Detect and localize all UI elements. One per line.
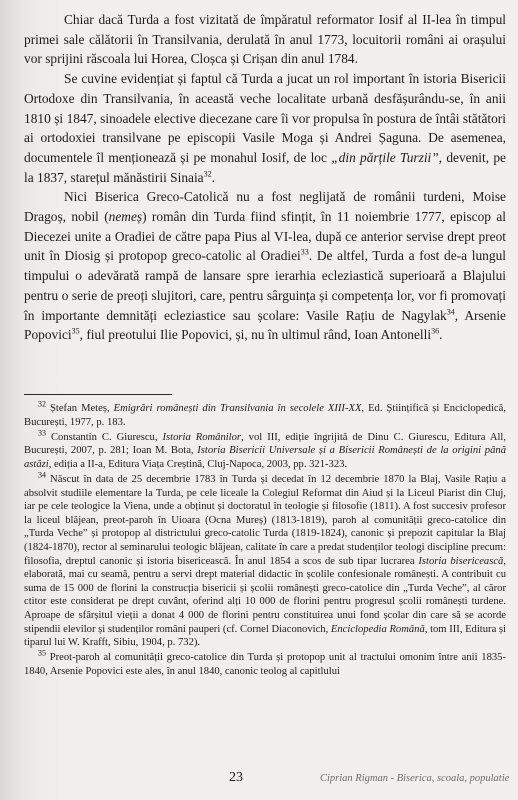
footnote-32	[24, 399, 506, 429]
running-title: Ciprian Rigman - Biserica, scoala, populatie	[320, 773, 510, 784]
main-text	[24, 10, 506, 345]
footnote-35	[24, 648, 506, 678]
paragraph-3-text-cont: ) român din Turda fiind sfințit, în 11 noiembrie 1777, episcop al Diecezei unite a Oradiei de către papa Pius al VI-lea, după ce anterior servise drept preot unit în Diosig și protopop greco-catolic al Oradiei	[24, 209, 506, 264]
footnote-text-cont: , vol III, ediție îngrijită de Dinu C. Giurescu, Editura All, București, 2007, p. 281; Ioan M. Bota,	[24, 431, 506, 457]
paragraph-2	[24, 69, 506, 187]
footnote-number: 34	[38, 470, 46, 480]
paragraph-3	[24, 187, 506, 345]
footnote-title: Emigrări românești din Transilvania în secolele XIII-XX	[113, 403, 362, 414]
footnote-number: 35	[38, 648, 46, 658]
footnote-text-end: , tom III, Editura și tiparul lui W. Krafft, Sibiu, 1904, p. 732).	[24, 623, 506, 649]
footnote-33	[24, 428, 506, 472]
paragraph-2-text-cont: , devenit, pe la 1837, starețul mănăstirii Sinaia	[24, 149, 506, 185]
footnote-title-2: Istoria Bisericii Universale și a Bisericii Românești de la origini până astăzi	[24, 445, 506, 470]
paragraph-3-text-cont-2: . De altfel, Turda a fost de-a lungul timpului o adevărată rampă de lansare spre ierarhia ecleziastică superioară a Blajului pentru o serie de preoți slujitori, care, pentru sârguința și competența lor, vor fi promovați în importante demnități ecleziastice sau școlare: Vasile Rațiu de Nagylak	[24, 248, 506, 323]
footnote-text: Ștefan Meteș,	[46, 403, 114, 414]
paragraph-3-end: .	[439, 327, 443, 343]
footnote-title: Istoria bisericească	[418, 555, 504, 567]
footnote-ref-34[interactable]: 34	[446, 307, 455, 317]
footnote-ref-33[interactable]: 33	[300, 247, 309, 257]
page-footer	[0, 770, 518, 794]
paragraph-1-text: Chiar dacă Turda a fost vizitată de împăratul reformator Iosif al II-lea în timpul primei sale călătorii în Transilvania, derulată în anul 1773, locuitorii români ai orașului vor sprijini răscoala lui Horea, Cloșca și Crișan din anul 1784.	[24, 12, 506, 67]
paragraph-1	[24, 10, 506, 69]
footnote-text: Născut în data de 25 decembrie 1783 în Turda și decedat în 12 decembrie 1870 la Blaj, Vasile Rațiu a absolvit studiile elementare la Turda, pe cele liceale la Colegiul Reformat din Aiud și la Liceul Piarist din Cluj, iar pe cele teologice la Viena, unde a obținut și doctoratul în teologie și filosofie (1811). A fost succesiv profesor la liceul blăjean, preot-paroh în Uioara (Ocna Mureș) (1813-1819), paroh al comunității greco-catolice din „Turda Veche” și protopop al districtului greco-catolic Turda (1819-1824), canonic și prepozit capitular la Blaj (1824-1870), rector al seminarului teologic blăjean, calitate în care a predat studenților teologi discipline precum: filosofia, dreptul canonic și istoria bisericească. În anul 1854 a scos de sub tipar lucrarea	[24, 473, 506, 567]
footnote-separator	[24, 394, 172, 395]
footnote-ref-32[interactable]: 32	[203, 169, 212, 179]
footnote-text-cont: , Ed. Științifică și Enciclopedică, București, 1977, p. 183.	[24, 403, 506, 428]
footnote-text-end: , ediția a II-a, Editura Viața Creștină, Cluj-Napoca, 2003, pp. 321-323.	[48, 458, 348, 470]
paragraph-2-text: Se cuvine evidențiat și faptul că Turda a jucat un rol important în istoria Bisericii Ortodoxe din Transilvania, în această veche localitate urbană desfășurându-se, în anii 1810 și 1847, sinoadele elective diecezane care îi vor propulsa în postura de întâi stătători ai ortodoxiei transilvane pe episcopii Vasile Moga și Andrei Șaguna. De asemenea, documentele îl menționează și pe monahul Iosif, de loc	[24, 71, 506, 165]
footnote-34	[24, 470, 506, 650]
paragraph-3-term: nemeș	[108, 209, 143, 225]
footnote-number: 32	[38, 399, 46, 409]
paragraph-3-text-cont-4: , fiul preotului Ilie Popovici, și, nu în ultimul rând, Ioan Antonelli	[79, 327, 432, 343]
footnote-ref-36[interactable]: 36	[431, 326, 440, 336]
footnotes	[24, 399, 506, 680]
footnote-text: Preot-paroh al comunității greco-catolice din Turda și protopop unit al tractului omonim între anii 1835-1840, Arsenie Popovici este ales, în anul 1840, canonic teolog al capitlului	[24, 652, 506, 677]
paragraph-2-quote: „din părțile Turzii”	[331, 149, 439, 165]
footnote-ref-35[interactable]: 35	[71, 326, 80, 336]
page-number: 23	[229, 770, 243, 785]
footnote-text-cont: , elaborată, mai cu seamă, pentru a servi drept material didactic în școlile confesionale românești. A contribuit cu suma de 15 000 de florini la construcția bisericii și școlii românești greco-catolice din „Turda Veche”, al căror ctitor este considerat pe drept cuvânt, oferind alți 10 000 de florini pentru progresul școlii românești turdene. Aproape de sfârșitul vieții a donat 4 000 de florini pentru constituirea unui fond școlar din care să se acorde stipendii elevilor și studenților români pauperi (cf. Cornel Diaconovich,	[24, 555, 506, 635]
footnote-title: Istoria Românilor	[162, 431, 242, 443]
paragraph-3-text: Nici Biserica Greco-Catolică nu a fost neglijată de românii turdeni, Moise Dragoș, nobil (	[24, 189, 506, 225]
paragraph-2-end: .	[211, 169, 215, 185]
footnote-number: 33	[38, 428, 46, 438]
footnote-text: Constantin C. Giurescu,	[46, 431, 163, 443]
footnote-title-2: Enciclopedia Română	[330, 623, 425, 635]
paragraph-3-text-cont-3: , Arsenie Popovici	[24, 307, 506, 343]
